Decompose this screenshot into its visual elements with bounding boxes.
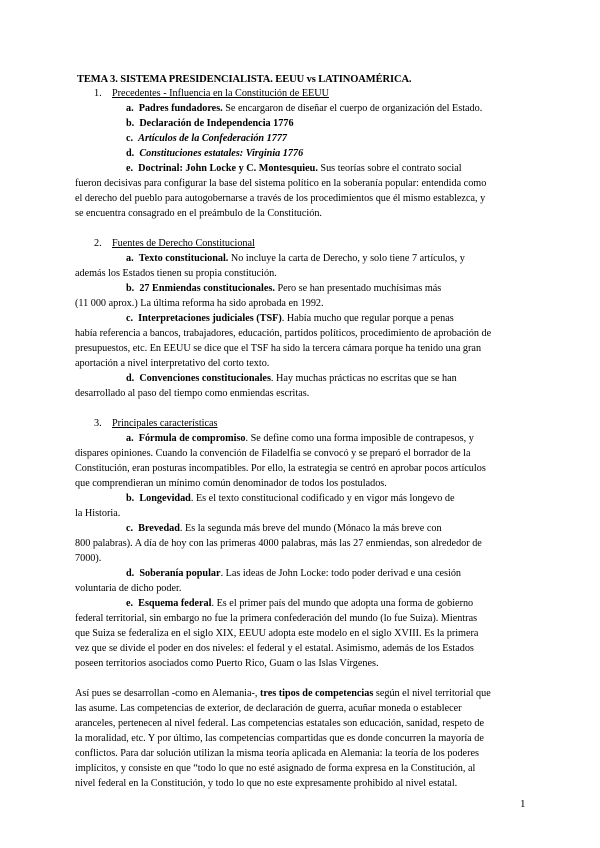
closing-line-3: aranceles, pertenecen al nivel federal. Las competencias estatales son educación, sanidad, respeto de [75, 718, 485, 729]
page-number: 1 [520, 798, 526, 810]
section-2-heading: Fuentes de Derecho Constitucional [112, 238, 255, 249]
section-1-item-e-line2: fueron decisivas para configurar la base del sistema político en la soberanía popular: entendida como [75, 178, 487, 189]
section-1-item-a: a. Padres fundadores. Se encargaron de diseñar el cuerpo de organización del Estado. [126, 103, 483, 114]
section-3-item-e: e. Esquema federal. Es el primer país del mundo que adopta una forma de gobierno [126, 598, 474, 609]
section-2-item-b-line2: (11 000 aprox.) La última reforma ha sido aprobada en 1992. [75, 298, 324, 309]
section-2-item-c-line3: presupuestos, etc. En EEUU se dice que el TSF ha sido la tercera cámara porque ha tenido una gran [75, 343, 482, 354]
document-title: TEMA 3. SISTEMA PRESIDENCIALISTA. EEUU vs LATINOAMÉRICA. [77, 74, 412, 85]
section-3-item-a-line2: dispares opiniones. Cuando la convención de Filadelfia se convocó y se preparó el borrador de la [75, 448, 471, 459]
section-2-item-c-line4: aportación a nivel interpretativo del corto texto. [75, 358, 270, 369]
section-2-item-c-line2: había referencia a bancos, trabajadores, educación, partidos políticos, procedimiento de aprobación de [75, 328, 492, 339]
closing-line-6: implícitos, y consiste en que “todo lo que no esté asignado de forma expresa en la Constitución, al [75, 763, 476, 774]
section-3-item-a: a. Fórmula de compromiso. Se define como una forma imposible de contrapesos, y [126, 433, 474, 444]
section-1-item-d: d. Constituciones estatales: Virginia 1776 [126, 148, 304, 159]
closing-line-5: conflictos. Para dar solución utilizan la misma teoría aplicada en Alemania: la teoría de los poderes [75, 748, 479, 759]
section-1-number: 1. [94, 88, 102, 99]
closing-line-2: las asume. Las competencias de exterior, de declaración de guerra, acuñar moneda o establecer [75, 703, 462, 714]
section-2-item-d-line2: desarrollado al paso del tiempo como enmiendas escritas. [75, 388, 310, 399]
section-3-item-c: c. Brevedad. Es la segunda más breve del mundo (Mónaco la más breve con [126, 523, 442, 534]
closing-line-4: la moralidad, etc. Y por último, las competencias compartidas que es donde concurren la mayoría de [75, 733, 484, 744]
section-3-item-a-line3: Constitución, eran posturas incompatibles. Por ello, la estrategia se centró en aprobar pocos artículos [75, 463, 486, 474]
section-2-item-c: c. Interpretaciones judiciales (TSF). Había mucho que regular porque a penas [126, 313, 454, 324]
section-1-item-e-line3: el derecho del pueblo para autogobernarse a través de los procedimientos que él mismo establezca, y [75, 193, 486, 204]
section-1-item-c: c. Artículos de la Confederación 1777 [126, 133, 288, 144]
section-2-item-a-line2: además los Estados tienen su propia constitución. [75, 268, 277, 279]
section-3-item-c-line3: 7000). [75, 553, 102, 564]
section-1-heading: Precedentes - Influencia en la Constitución de EEUU [112, 88, 329, 99]
section-3-item-e-line2: federal territorial, sin embargo no fue la primera confederación del mundo (lo fue Suiza). Mientras [75, 613, 478, 624]
section-3-item-b-line2: la Historia. [75, 508, 121, 519]
section-3-number: 3. [94, 418, 102, 429]
section-3-item-e-line3: que Suiza se federaliza en el siglo XIX, EEUU adopta este modelo en el siglo XVIII. Es la primera [75, 628, 479, 639]
section-3-item-b: b. Longevidad. Es el texto constitucional codificado y en vigor más longevo de [126, 493, 455, 504]
section-2-item-a: a. Texto constitucional. No incluye la carta de Derecho, y solo tiene 7 artículos, y [126, 253, 465, 264]
section-3-item-e-line4: vez que se divide el poder en dos niveles: el federal y el estatal. Asimismo, además de los Estados [75, 643, 474, 654]
section-1-item-e-line4: se encuentra consagrado en el preámbulo de la Constitución. [75, 208, 322, 219]
section-1-item-b: b. Declaración de Independencia 1776 [126, 118, 294, 129]
section-3-heading: Principales características [112, 418, 218, 429]
closing-line-7: nivel federal en la Constitución, y todo lo que no este expresamente prohibido al nivel estatal. [75, 778, 458, 789]
section-3-item-e-line5: poseen territorios asociados como Puerto Rico, Guam o las Islas Vírgenes. [75, 658, 379, 669]
section-1-item-e: e. Doctrinal: John Locke y C. Montesquieu. Sus teorías sobre el contrato social [126, 163, 462, 174]
section-2-item-b: b. 27 Enmiendas constitucionales. Pero se han presentado muchísimas más [126, 283, 442, 294]
section-3-item-c-line2: 800 palabras). A día de hoy con las primeras 4000 palabras, más las 27 enmiendas, son alrededor de [75, 538, 482, 549]
closing-line-1: Así pues se desarrollan -como en Alemania-, tres tipos de competencias según el nivel territorial que [75, 688, 491, 699]
section-3-item-d: d. Soberanía popular. Las ideas de John Locke: todo poder derivad e una cesión [126, 568, 462, 579]
section-3-item-a-line4: que comprendieran un mínimo común denominador de todos los postulados. [75, 478, 387, 489]
section-2-number: 2. [94, 238, 102, 249]
section-3-item-d-line2: voluntaria de dicho poder. [75, 583, 182, 594]
section-2-item-d: d. Convenciones constitucionales. Hay muchas prácticas no escritas que se han [126, 373, 457, 384]
